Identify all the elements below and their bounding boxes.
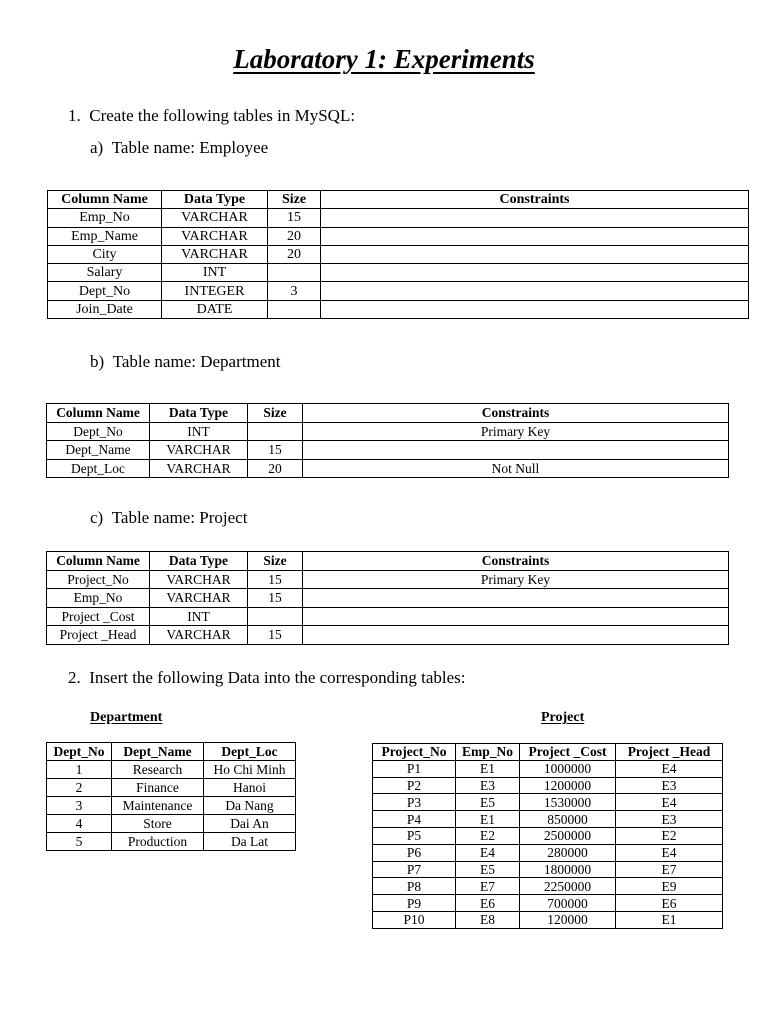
table-cell: E4: [456, 844, 520, 861]
table-row: [47, 459, 729, 478]
table-cell: P2: [373, 777, 456, 794]
table-cell: Hanoi: [204, 779, 296, 797]
table-cell: E1: [456, 760, 520, 777]
column-header: Dept_Loc: [204, 743, 296, 761]
table-cell: 2250000: [520, 878, 616, 895]
table-cell: INT: [150, 607, 248, 626]
table-cell: E1: [456, 811, 520, 828]
table-header-row: [48, 191, 749, 209]
table-cell: E2: [616, 827, 723, 844]
table-cell: Store: [112, 815, 204, 833]
table-cell: 15: [248, 570, 303, 589]
table-row: [48, 264, 749, 282]
table-cell: Production: [112, 833, 204, 851]
table-cell: Finance: [112, 779, 204, 797]
employee-schema-body: [48, 209, 749, 319]
table-cell: Primary Key: [303, 422, 729, 441]
table-row: [47, 761, 296, 779]
column-header: Project _Cost: [520, 744, 616, 761]
table-cell: Primary Key: [303, 570, 729, 589]
table-cell: 3: [47, 797, 112, 815]
table-cell: [303, 589, 729, 608]
table-cell: E1: [616, 911, 723, 928]
table-header-row: [47, 743, 296, 761]
table-row: [373, 878, 723, 895]
column-header: Constraints: [321, 191, 749, 209]
table-cell: Dept_No: [48, 282, 162, 300]
table-cell: Da Lat: [204, 833, 296, 851]
department-schema-body: [47, 422, 729, 478]
table-cell: Research: [112, 761, 204, 779]
column-header: Constraints: [303, 404, 729, 423]
table-cell: VARCHAR: [150, 441, 248, 460]
table-row: [373, 911, 723, 928]
table-cell: Emp_No: [47, 589, 150, 608]
table-row: [373, 895, 723, 912]
table-cell: E5: [456, 794, 520, 811]
table-cell: [321, 209, 749, 227]
table-cell: Dept_Name: [47, 441, 150, 460]
table-row: [48, 227, 749, 245]
project-schema-body: [47, 570, 729, 644]
table-cell: [303, 441, 729, 460]
table-row: [47, 626, 729, 645]
table-cell: 15: [248, 589, 303, 608]
table-row: [48, 300, 749, 318]
table-cell: P5: [373, 827, 456, 844]
table-cell: VARCHAR: [162, 227, 268, 245]
table-cell: 1200000: [520, 777, 616, 794]
column-header: Dept_Name: [112, 743, 204, 761]
table-cell: Join_Date: [48, 300, 162, 318]
table-cell: 20: [268, 227, 321, 245]
table-row: [373, 777, 723, 794]
table-cell: Ho Chi Minh: [204, 761, 296, 779]
table-row: [47, 607, 729, 626]
project-data-body: [373, 760, 723, 928]
table-cell: VARCHAR: [162, 245, 268, 263]
table-cell: E7: [616, 861, 723, 878]
table-cell: Project _Cost: [47, 607, 150, 626]
table-cell: Maintenance: [112, 797, 204, 815]
table-cell: City: [48, 245, 162, 263]
table-row: [47, 589, 729, 608]
column-header: Data Type: [150, 404, 248, 423]
table-cell: Project _Head: [47, 626, 150, 645]
table-cell: P8: [373, 878, 456, 895]
table-cell: [248, 422, 303, 441]
table-cell: 280000: [520, 844, 616, 861]
table-cell: Dept_Loc: [47, 459, 150, 478]
table-cell: 20: [268, 245, 321, 263]
table-row: [47, 833, 296, 851]
table-cell: INT: [162, 264, 268, 282]
table-cell: [303, 607, 729, 626]
page-title: Laboratory 1: Experiments: [233, 44, 535, 74]
column-header: Column Name: [48, 191, 162, 209]
table-cell: VARCHAR: [150, 570, 248, 589]
column-header: Size: [248, 404, 303, 423]
table-cell: 850000: [520, 811, 616, 828]
table-cell: INT: [150, 422, 248, 441]
table-cell: E3: [616, 777, 723, 794]
section-a-heading: a) Table name: Employee: [90, 138, 269, 157]
table-cell: Not Null: [303, 459, 729, 478]
table-cell: P10: [373, 911, 456, 928]
column-header: Dept_No: [47, 743, 112, 761]
table-row: [47, 570, 729, 589]
project-data-caption: Project: [541, 710, 585, 725]
table-cell: [268, 264, 321, 282]
table-row: [48, 245, 749, 263]
table-cell: E7: [456, 878, 520, 895]
column-header: Project _Head: [616, 744, 723, 761]
table-cell: 15: [268, 209, 321, 227]
table-cell: [321, 245, 749, 263]
column-header: Size: [248, 552, 303, 571]
column-header: Size: [268, 191, 321, 209]
table-cell: VARCHAR: [150, 589, 248, 608]
table-cell: P1: [373, 760, 456, 777]
table-row: [373, 844, 723, 861]
table-cell: 4: [47, 815, 112, 833]
table-cell: 1530000: [520, 794, 616, 811]
table-cell: E9: [616, 878, 723, 895]
table-cell: 3: [268, 282, 321, 300]
table-cell: 2500000: [520, 827, 616, 844]
table-cell: Emp_Name: [48, 227, 162, 245]
table-row: [373, 794, 723, 811]
column-header: Constraints: [303, 552, 729, 571]
table-cell: 20: [248, 459, 303, 478]
table-row: [373, 760, 723, 777]
employee-schema-table: [47, 190, 749, 319]
project-schema-table: [46, 551, 729, 645]
column-header: Data Type: [162, 191, 268, 209]
table-row: [47, 797, 296, 815]
table-cell: 2: [47, 779, 112, 797]
table-cell: Dept_No: [47, 422, 150, 441]
table-cell: 700000: [520, 895, 616, 912]
table-cell: E4: [616, 844, 723, 861]
table-row: [47, 779, 296, 797]
table-row: [373, 827, 723, 844]
table-cell: VARCHAR: [150, 626, 248, 645]
table-cell: E6: [616, 895, 723, 912]
table-cell: E3: [456, 777, 520, 794]
table-cell: E2: [456, 827, 520, 844]
table-row: [48, 282, 749, 300]
table-cell: Project_No: [47, 570, 150, 589]
column-header: Emp_No: [456, 744, 520, 761]
table-cell: Salary: [48, 264, 162, 282]
table-row: [373, 861, 723, 878]
table-cell: P3: [373, 794, 456, 811]
section-c-heading: c) Table name: Project: [90, 508, 248, 527]
table-cell: E8: [456, 911, 520, 928]
table-cell: Emp_No: [48, 209, 162, 227]
table-cell: E6: [456, 895, 520, 912]
column-header: Project_No: [373, 744, 456, 761]
table-cell: [303, 626, 729, 645]
table-row: [373, 811, 723, 828]
table-row: [47, 422, 729, 441]
table-cell: Dai An: [204, 815, 296, 833]
project-data-table: [372, 743, 723, 929]
department-data-table: [46, 742, 296, 851]
question-1: 1. Create the following tables in MySQL:: [68, 106, 356, 125]
table-cell: [321, 282, 749, 300]
table-header-row: [47, 404, 729, 423]
table-cell: 1: [47, 761, 112, 779]
table-cell: P6: [373, 844, 456, 861]
table-row: [47, 815, 296, 833]
column-header: Column Name: [47, 552, 150, 571]
table-cell: E5: [456, 861, 520, 878]
table-row: [47, 441, 729, 460]
table-row: [48, 209, 749, 227]
column-header: Data Type: [150, 552, 248, 571]
table-cell: DATE: [162, 300, 268, 318]
table-header-row: [373, 744, 723, 761]
table-cell: Da Nang: [204, 797, 296, 815]
table-cell: 15: [248, 626, 303, 645]
section-b-heading: b) Table name: Department: [90, 352, 281, 371]
table-cell: [248, 607, 303, 626]
table-cell: [321, 264, 749, 282]
table-cell: [321, 227, 749, 245]
table-cell: 15: [248, 441, 303, 460]
table-cell: VARCHAR: [162, 209, 268, 227]
table-cell: 1800000: [520, 861, 616, 878]
department-schema-table: [46, 403, 729, 478]
table-cell: E4: [616, 794, 723, 811]
column-header: Column Name: [47, 404, 150, 423]
table-cell: 5: [47, 833, 112, 851]
table-cell: INTEGER: [162, 282, 268, 300]
table-cell: 1000000: [520, 760, 616, 777]
table-cell: E4: [616, 760, 723, 777]
department-data-body: [47, 761, 296, 851]
table-cell: [268, 300, 321, 318]
table-cell: P9: [373, 895, 456, 912]
table-header-row: [47, 552, 729, 571]
table-cell: P7: [373, 861, 456, 878]
department-data-caption: Department: [90, 710, 163, 725]
table-cell: [321, 300, 749, 318]
question-2: 2. Insert the following Data into the corresponding tables:: [68, 668, 466, 687]
table-cell: P4: [373, 811, 456, 828]
table-cell: VARCHAR: [150, 459, 248, 478]
table-cell: E3: [616, 811, 723, 828]
table-cell: 120000: [520, 911, 616, 928]
